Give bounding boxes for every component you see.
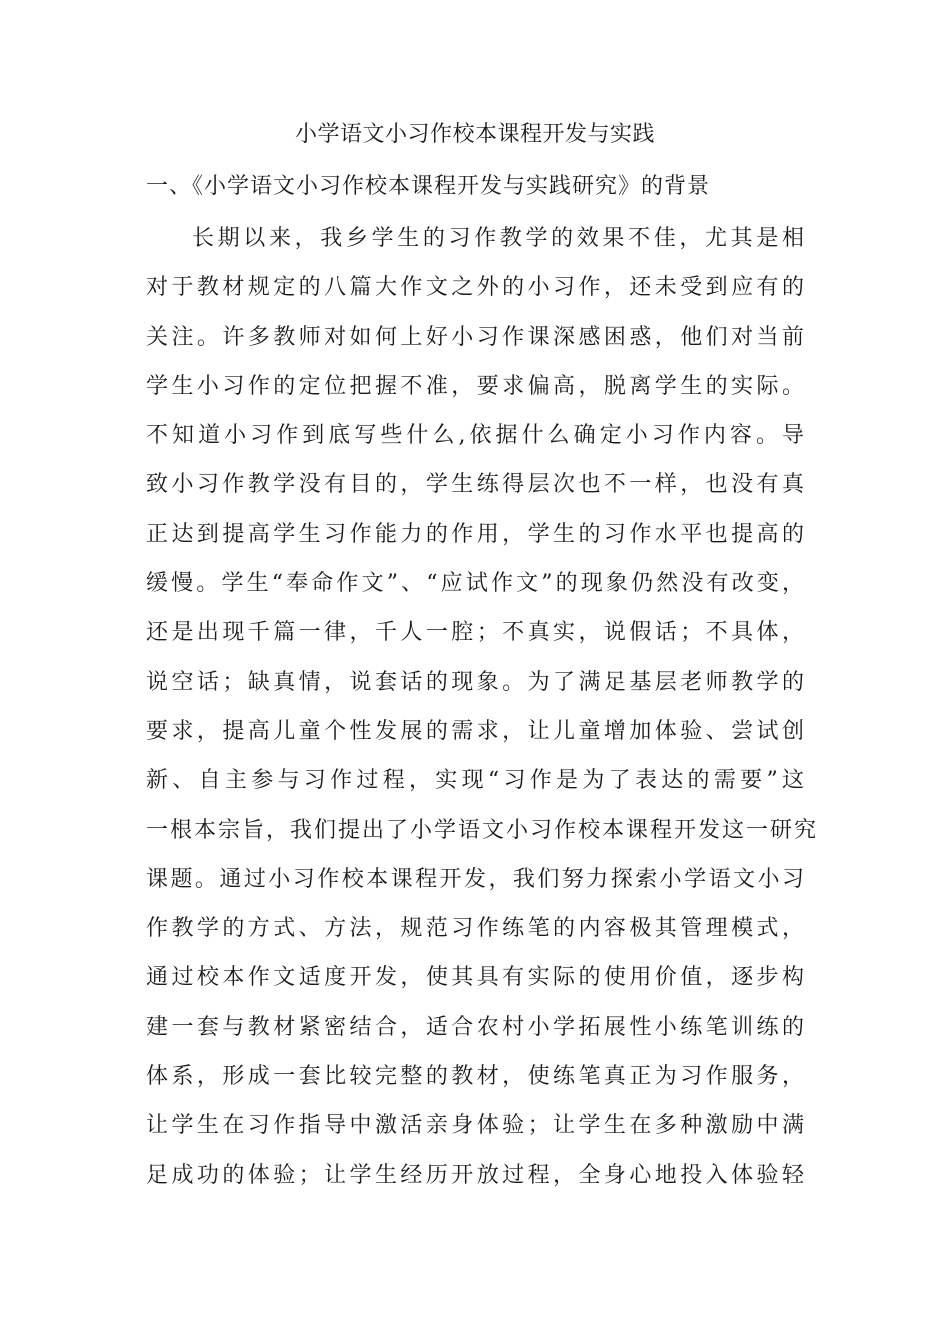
paragraph-line: 一根本宗旨，我们提出了小学语文小习作校本课程开发这一研究	[146, 817, 819, 843]
paragraph-line: 通过校本作文适度开发，使其具有实际的使用价值，逐步构	[146, 965, 806, 991]
paragraph-line: 还是出现千篇一律，千人一腔；不真实，说假话；不具体，	[146, 620, 806, 646]
document-title: 小学语文小习作校本课程开发与实践	[294, 122, 655, 147]
paragraph-line: 建一套与教材紧密结合，适合农村小学拓展性小练笔训练的	[146, 1014, 806, 1040]
paragraph-line: 长期以来，我乡学生的习作教学的效果不佳，尤其是相	[192, 226, 806, 251]
paragraph-line: 不知道小习作到底写些什么,依据什么确定小习作内容。导	[146, 423, 806, 449]
paragraph-line: 正达到提高学生习作能力的作用，学生的习作水平也提高的	[146, 521, 806, 547]
paragraph-line: 新、自主参与习作过程，实现“习作是为了表达的需要”这	[146, 768, 806, 794]
paragraph-line: 关注。许多教师对如何上好小习作课深感困惑，他们对当前	[146, 324, 806, 350]
paragraph-line: 学生小习作的定位把握不准，要求偏高，脱离学生的实际。	[146, 373, 806, 399]
paragraph-line: 足成功的体验；让学生经历开放过程，全身心地投入体验轻	[146, 1162, 806, 1188]
paragraph-line: 对于教材规定的八篇大作文之外的小习作，还未受到应有的	[146, 275, 806, 301]
paragraph-line: 缓慢。学生“奉命作文”、“应试作文”的现象仍然没有改变，	[146, 571, 806, 597]
paragraph-line: 体系，形成一套比较完整的教材，使练笔真正为习作服务，	[146, 1064, 806, 1090]
paragraph-line: 致小习作教学没有目的，学生练得层次也不一样，也没有真	[146, 472, 806, 498]
section-heading: 一、《小学语文小习作校本课程开发与实践研究》的背景	[146, 174, 711, 199]
paragraph-line: 说空话；缺真情，说套话的现象。为了满足基层老师教学的	[146, 669, 806, 695]
paragraph-line: 要求，提高儿童个性发展的需求，让儿童增加体验、尝试创	[146, 718, 806, 744]
paragraph-line: 作教学的方式、方法，规范习作练笔的内容极其管理模式，	[146, 916, 806, 942]
paragraph-line: 让学生在习作指导中激活亲身体验；让学生在多种激励中满	[146, 1113, 806, 1139]
paragraph-line: 课题。通过小习作校本课程开发，我们努力探索小学语文小习	[146, 866, 806, 892]
body-paragraph	[146, 224, 819, 1210]
